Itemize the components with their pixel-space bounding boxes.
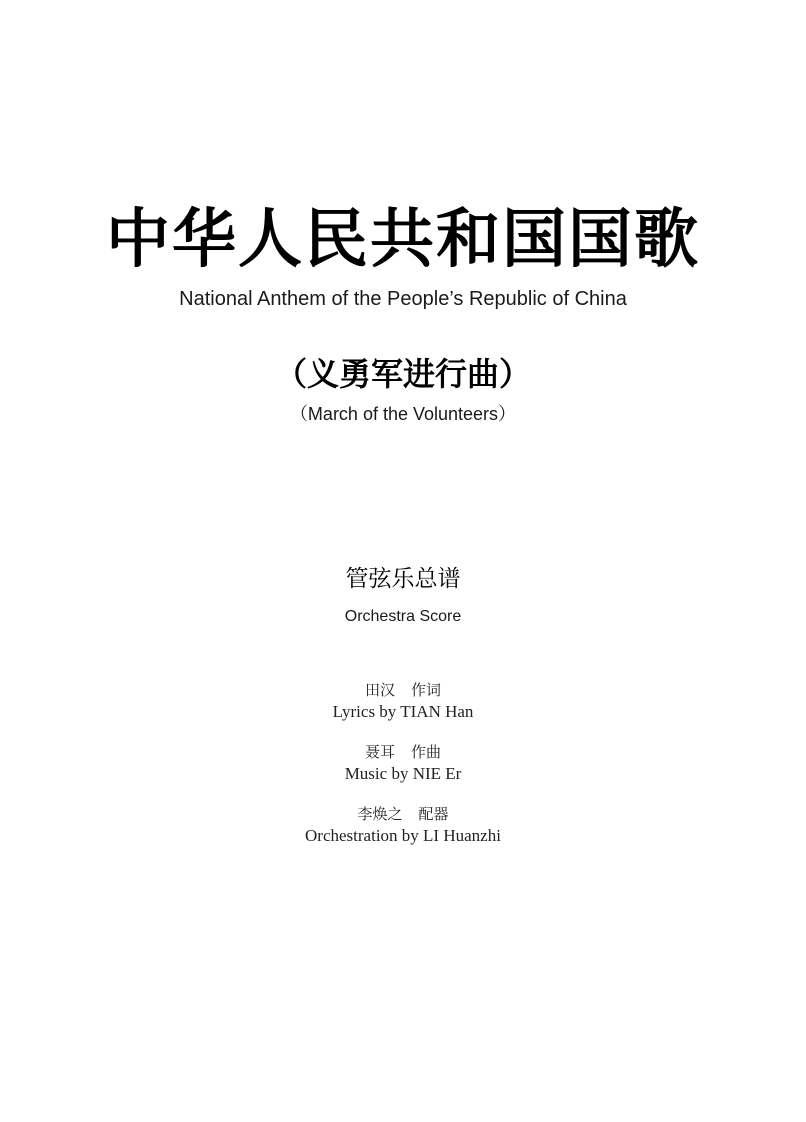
composer-role-chinese: 作曲: [411, 743, 442, 761]
orchestrator-credit-chinese: [0, 803, 806, 825]
orchestrator-name-chinese: 李焕之: [357, 805, 403, 823]
subtitle-english: （March of the Volunteers）: [289, 404, 517, 424]
composer-credit-english: Music by NIE Er: [344, 764, 462, 783]
score-type-english: Orchestra Score: [344, 608, 462, 625]
lyricist-credit-english: Lyrics by TIAN Han: [332, 702, 474, 721]
composer-credit-chinese: [0, 741, 806, 763]
composer-name-chinese: 聂耳: [364, 743, 395, 761]
lyricist-name-chinese: 田汉: [364, 681, 395, 699]
orchestrator-credit-english: Orchestration by LI Huanzhi: [305, 826, 501, 845]
lyricist-role-chinese: 作词: [411, 681, 442, 699]
title-english: National Anthem of the People’s Republic of China: [179, 288, 627, 310]
lyricist-credit-chinese: [0, 679, 806, 701]
orchestrator-role-chinese: 配器: [418, 805, 449, 823]
subtitle-chinese: （义勇军进行曲）: [274, 355, 531, 393]
score-type-chinese: 管弦乐总谱: [345, 566, 461, 592]
title-chinese: 中华人民共和国国歌: [106, 202, 700, 277]
